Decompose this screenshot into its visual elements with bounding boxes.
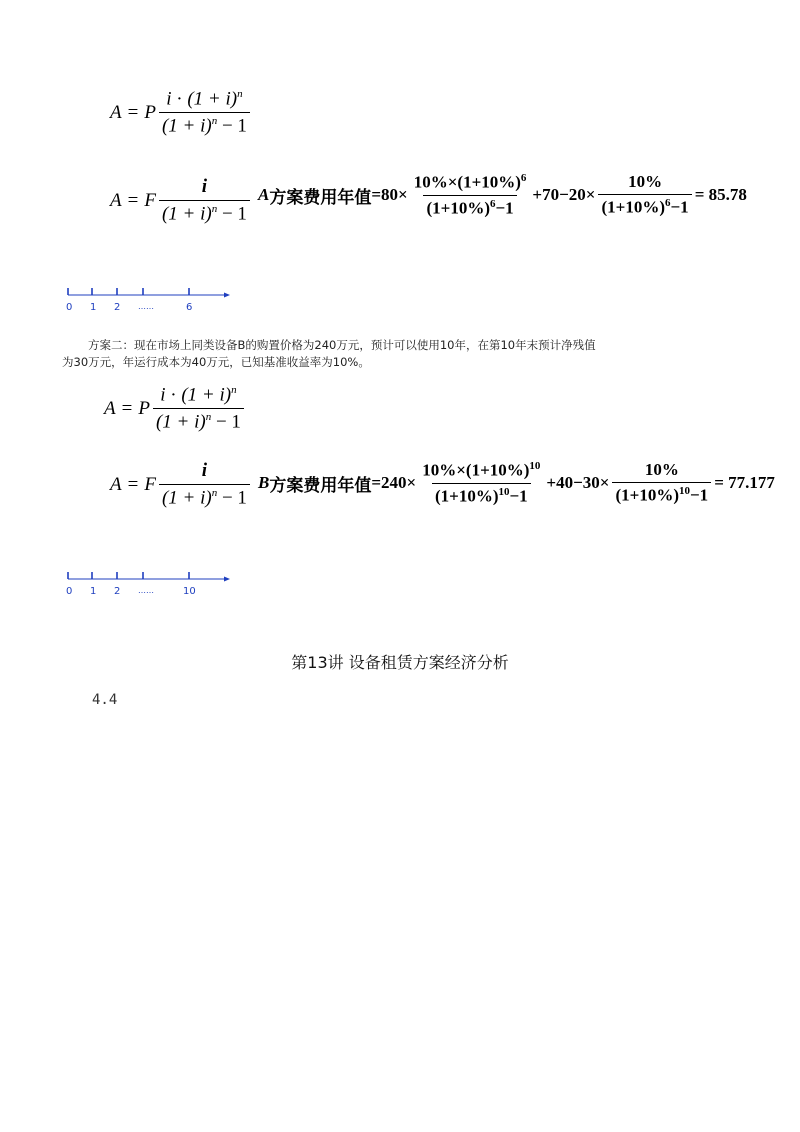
scheme-b-fraction-2: $\frac{10\%}{(1+10\%)^{10}-1}$ [612, 460, 711, 506]
timeline-b-tick-last: 10 [183, 586, 196, 597]
capital-recovery-formula-1 [110, 88, 253, 138]
capital-recovery-formula-2: A = P $\frac{i \cdot (1 + i)^n}{(1 + i)^n - 1}$ [104, 384, 247, 434]
sinking-fund-formula-1: A = F $\frac{i}{(1 + i)^n - 1}$ [110, 176, 253, 225]
timeline-a-tick-0: 0 [66, 302, 73, 313]
timeline-a-ellipsis: …… [138, 302, 154, 311]
formula-fraction: $\frac{i}{(1 + i)^n - 1}$ [159, 176, 250, 225]
formula-fraction: $\frac{i \cdot (1 + i)^n}{(1 + i)^n - 1}$ [159, 88, 250, 138]
cash-flow-timeline-a [64, 284, 234, 318]
formula-future-value: F [144, 189, 156, 211]
scheme-a-label: 方案费用年值 [269, 187, 372, 207]
section-number: 4.4 [92, 692, 118, 708]
scheme-two-description [62, 337, 752, 371]
formula-lhs: A [110, 101, 122, 123]
scheme-a-fraction-2: $\frac{10\%}{(1+10\%)^6-1}$ [598, 172, 691, 218]
scheme-b-annual-cost: B 方案费用年值 = 240× $\frac{10\%\times(1+10\%)^{10}}{(1+10\%)^{10}-1}$ +40−30× $\frac{10\%}{(1+10\%)^{10}-1}$ = 77.177 [258, 460, 775, 506]
scheme-b-result: = 77.177 [714, 473, 775, 493]
scheme-b-label-var: B [258, 473, 270, 493]
lecture-heading: 第13讲 设备租赁方案经济分析 [291, 653, 509, 672]
scheme-a-annual-cost: A 方案费用年值 = 80× $\frac{10\%\times(1+10\%)^6}{(1+10\%)^6-1}$ +70−20× $\frac{10\%}{(1+10\%)^6-1}$ = 85.78 [258, 172, 747, 218]
formula-fraction: $\frac{i}{(1 + i)^n - 1}$ [159, 460, 250, 509]
timeline-a-tick-last: 6 [186, 302, 193, 313]
timeline-b-tick-1: 1 [90, 586, 97, 597]
formula-equals: = [127, 101, 139, 123]
cash-flow-timeline-b [64, 568, 234, 602]
scheme-a-label-var: A [258, 185, 270, 205]
scheme-two-line-2: 为30万元，年运行成本为40万元，已知基准收益率为10%。 [62, 355, 370, 369]
formula-present-value: P [144, 101, 156, 123]
timeline-b-ellipsis: …… [138, 586, 154, 595]
formula-fraction: $\frac{i \cdot (1 + i)^n}{(1 + i)^n - 1}$ [153, 384, 244, 434]
scheme-b-fraction-1: $\frac{10\%\times(1+10\%)^{10}}{(1+10\%)^{10}-1}$ [422, 460, 541, 506]
timeline-b-tick-0: 0 [66, 586, 73, 597]
timeline-a-tick-1: 1 [90, 302, 97, 313]
scheme-b-label: 方案费用年值 [269, 475, 372, 495]
sinking-fund-formula-2: A = F $\frac{i}{(1 + i)^n - 1}$ [110, 460, 253, 509]
scheme-a-fraction-1: $\frac{10\%\times(1+10\%)^6}{(1+10\%)^6-1}$ [413, 172, 527, 218]
timeline-a-tick-2: 2 [114, 302, 121, 313]
scheme-two-line-1: 方案二：现在市场上同类设备B的购置价格为240万元，预计可以使用10年，在第10年末预计净残值 [88, 338, 596, 352]
scheme-a-result: = 85.78 [694, 185, 747, 205]
timeline-b-tick-2: 2 [114, 586, 121, 597]
